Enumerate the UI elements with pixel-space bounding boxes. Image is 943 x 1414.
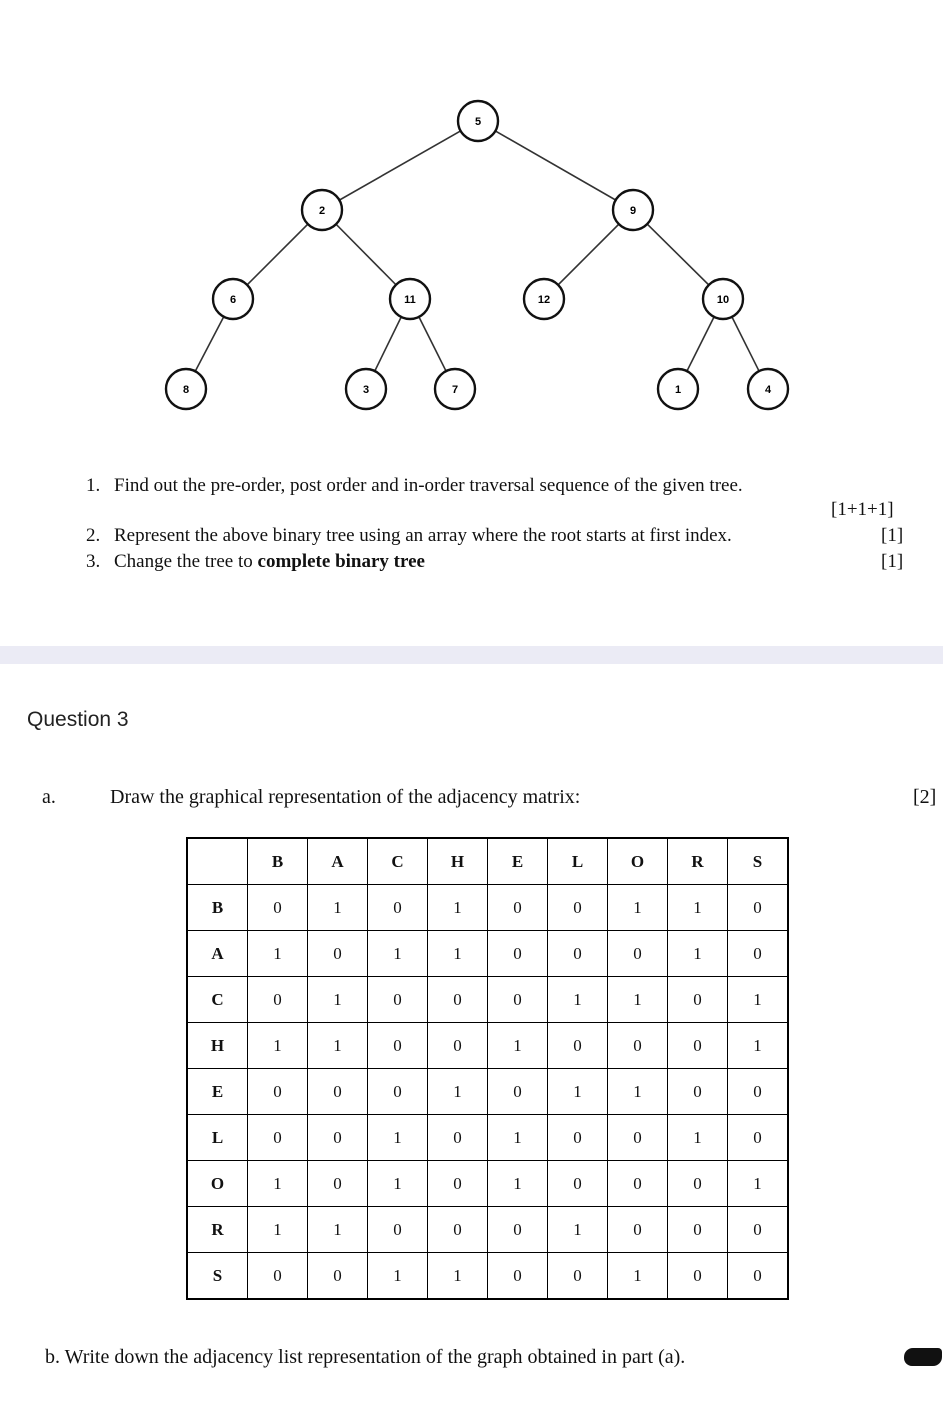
edge-5-2 <box>322 121 478 210</box>
question-2-marks: [1] <box>881 525 904 546</box>
matrix-cell: 0 <box>428 1023 488 1069</box>
matrix-cell: 1 <box>248 931 308 977</box>
row-header: S <box>187 1253 248 1300</box>
matrix-cell: 0 <box>548 1115 608 1161</box>
tree-node <box>166 369 206 409</box>
svg-text:8: 8 <box>182 384 190 396</box>
row-header: O <box>187 1161 248 1207</box>
matrix-cell: 0 <box>668 1161 728 1207</box>
svg-text:1: 1 <box>674 384 682 396</box>
svg-text:6: 6 <box>229 294 237 306</box>
matrix-cell: 1 <box>488 1161 548 1207</box>
matrix-cell: 1 <box>728 1023 789 1069</box>
svg-text:2: 2 <box>318 205 326 217</box>
svg-text:10: 10 <box>716 294 730 306</box>
part-a-marks: [2] <box>913 786 937 808</box>
binary-tree-diagram <box>0 0 943 430</box>
matrix-cell: 0 <box>248 885 308 931</box>
matrix-row <box>187 977 788 1023</box>
column-header: L <box>548 838 608 885</box>
question-3-title: Question 3 <box>27 708 129 731</box>
matrix-cell: 1 <box>488 1115 548 1161</box>
matrix-cell: 0 <box>608 1115 668 1161</box>
matrix-cell: 1 <box>428 1069 488 1115</box>
matrix-cell: 0 <box>308 1069 368 1115</box>
matrix-cell: 1 <box>368 1161 428 1207</box>
tree-node <box>613 190 653 230</box>
tree-node <box>213 279 253 319</box>
matrix-cell: 1 <box>608 885 668 931</box>
matrix-cell: 0 <box>488 977 548 1023</box>
matrix-row <box>187 1069 788 1115</box>
tree-node <box>703 279 743 319</box>
matrix-cell: 0 <box>548 1023 608 1069</box>
column-header: E <box>488 838 548 885</box>
matrix-row <box>187 885 788 931</box>
matrix-cell: 0 <box>728 1115 789 1161</box>
matrix-row <box>187 931 788 977</box>
matrix-cell: 0 <box>728 1069 789 1115</box>
matrix-cell: 0 <box>428 1207 488 1253</box>
matrix-cell: 1 <box>428 885 488 931</box>
column-header: C <box>368 838 428 885</box>
matrix-corner <box>187 838 248 885</box>
matrix-cell: 0 <box>608 1161 668 1207</box>
question-text-bold: complete binary tree <box>257 551 425 572</box>
matrix-cell: 1 <box>308 977 368 1023</box>
svg-text:4: 4 <box>764 384 772 396</box>
matrix-cell: 0 <box>308 1161 368 1207</box>
matrix-cell: 0 <box>548 1161 608 1207</box>
question-text: Represent the above binary tree using an array where the root starts at first index. <box>114 525 732 546</box>
row-header: R <box>187 1207 248 1253</box>
matrix-cell: 1 <box>428 931 488 977</box>
column-header: R <box>668 838 728 885</box>
matrix-cell: 1 <box>668 931 728 977</box>
matrix-cell: 0 <box>608 1023 668 1069</box>
matrix-cell: 0 <box>668 977 728 1023</box>
matrix-cell: 0 <box>368 885 428 931</box>
matrix-cell: 0 <box>728 1207 789 1253</box>
matrix-cell: 0 <box>548 931 608 977</box>
matrix-cell: 0 <box>308 1115 368 1161</box>
matrix-cell: 1 <box>428 1253 488 1300</box>
column-header: B <box>248 838 308 885</box>
matrix-cell: 0 <box>488 931 548 977</box>
matrix-cell: 1 <box>488 1023 548 1069</box>
row-header: L <box>187 1115 248 1161</box>
matrix-cell: 0 <box>368 1023 428 1069</box>
tree-node <box>748 369 788 409</box>
matrix-cell: 0 <box>668 1207 728 1253</box>
matrix-cell: 0 <box>368 1069 428 1115</box>
matrix-cell: 0 <box>608 1207 668 1253</box>
matrix-cell: 0 <box>728 931 789 977</box>
matrix-cell: 0 <box>608 931 668 977</box>
matrix-cell: 0 <box>308 931 368 977</box>
column-header: H <box>428 838 488 885</box>
matrix-cell: 0 <box>428 977 488 1023</box>
column-header: S <box>728 838 789 885</box>
matrix-cell: 1 <box>308 885 368 931</box>
matrix-cell: 0 <box>548 1253 608 1300</box>
svg-text:5: 5 <box>474 116 482 128</box>
matrix-cell: 1 <box>728 977 789 1023</box>
part-b-text: b. Write down the adjacency list representation of the graph obtained in part (a). <box>45 1346 686 1368</box>
tree-node <box>390 279 430 319</box>
part-a-text: Draw the graphical representation of the adjacency matrix: <box>110 786 581 808</box>
matrix-cell: 0 <box>308 1253 368 1300</box>
svg-text:12: 12 <box>537 294 551 306</box>
row-header: E <box>187 1069 248 1115</box>
matrix-cell: 0 <box>548 885 608 931</box>
row-header: H <box>187 1023 248 1069</box>
tree-node <box>524 279 564 319</box>
ink-blot <box>904 1348 942 1366</box>
question-1 <box>86 475 743 497</box>
row-header: C <box>187 977 248 1023</box>
question-number: 2. <box>86 525 101 546</box>
question-text: Find out the pre-order, post order and in-order traversal sequence of the given tree. <box>114 475 743 496</box>
matrix-cell: 1 <box>548 977 608 1023</box>
matrix-cell: 0 <box>248 1115 308 1161</box>
tree-node <box>435 369 475 409</box>
svg-text:9: 9 <box>629 205 637 217</box>
svg-text:7: 7 <box>451 384 459 396</box>
matrix-cell: 0 <box>728 885 789 931</box>
matrix-cell: 0 <box>368 977 428 1023</box>
question-2 <box>86 525 732 547</box>
matrix-cell: 0 <box>248 977 308 1023</box>
matrix-cell: 1 <box>608 1253 668 1300</box>
matrix-row <box>187 1023 788 1069</box>
tree-node <box>658 369 698 409</box>
matrix-row <box>187 1161 788 1207</box>
matrix-cell: 1 <box>368 1253 428 1300</box>
question-3-marks: [1] <box>881 551 904 572</box>
matrix-cell: 0 <box>428 1161 488 1207</box>
matrix-cell: 1 <box>368 1115 428 1161</box>
matrix-cell: 0 <box>488 885 548 931</box>
part-a-label: a. <box>42 786 56 808</box>
matrix-cell: 1 <box>308 1023 368 1069</box>
question-text: Change the tree to <box>114 551 258 572</box>
matrix-row <box>187 1207 788 1253</box>
matrix-cell: 0 <box>668 1069 728 1115</box>
matrix-cell: 1 <box>248 1207 308 1253</box>
matrix-cell: 0 <box>488 1069 548 1115</box>
row-header: A <box>187 931 248 977</box>
matrix-cell: 1 <box>668 885 728 931</box>
row-header: B <box>187 885 248 931</box>
matrix-cell: 0 <box>668 1253 728 1300</box>
matrix-cell: 0 <box>368 1207 428 1253</box>
matrix-cell: 0 <box>428 1115 488 1161</box>
matrix-cell: 0 <box>248 1069 308 1115</box>
question-3 <box>86 551 425 573</box>
matrix-cell: 1 <box>308 1207 368 1253</box>
matrix-cell: 1 <box>248 1023 308 1069</box>
matrix-cell: 1 <box>608 1069 668 1115</box>
section-divider <box>0 646 943 664</box>
matrix-cell: 1 <box>368 931 428 977</box>
matrix-cell: 1 <box>608 977 668 1023</box>
column-header: O <box>608 838 668 885</box>
column-header: A <box>308 838 368 885</box>
matrix-cell: 1 <box>548 1207 608 1253</box>
matrix-cell: 0 <box>728 1253 789 1300</box>
tree-node <box>458 101 498 141</box>
tree-node <box>302 190 342 230</box>
matrix-cell: 0 <box>488 1207 548 1253</box>
adjacency-matrix <box>186 837 789 1300</box>
tree-node <box>346 369 386 409</box>
matrix-cell: 1 <box>548 1069 608 1115</box>
svg-text:3: 3 <box>362 384 370 396</box>
question-number: 3. <box>86 551 101 572</box>
matrix-cell: 0 <box>668 1023 728 1069</box>
matrix-cell: 1 <box>728 1161 789 1207</box>
matrix-cell: 1 <box>248 1161 308 1207</box>
edge-5-9 <box>478 121 633 210</box>
matrix-cell: 0 <box>488 1253 548 1300</box>
svg-text:11: 11 <box>404 294 416 306</box>
question-number: 1. <box>86 475 101 496</box>
matrix-cell: 1 <box>668 1115 728 1161</box>
matrix-header-row <box>187 838 788 885</box>
matrix-row <box>187 1115 788 1161</box>
question-1-marks: [1+1+1] <box>831 499 894 520</box>
matrix-cell: 0 <box>248 1253 308 1300</box>
matrix-row <box>187 1253 788 1300</box>
